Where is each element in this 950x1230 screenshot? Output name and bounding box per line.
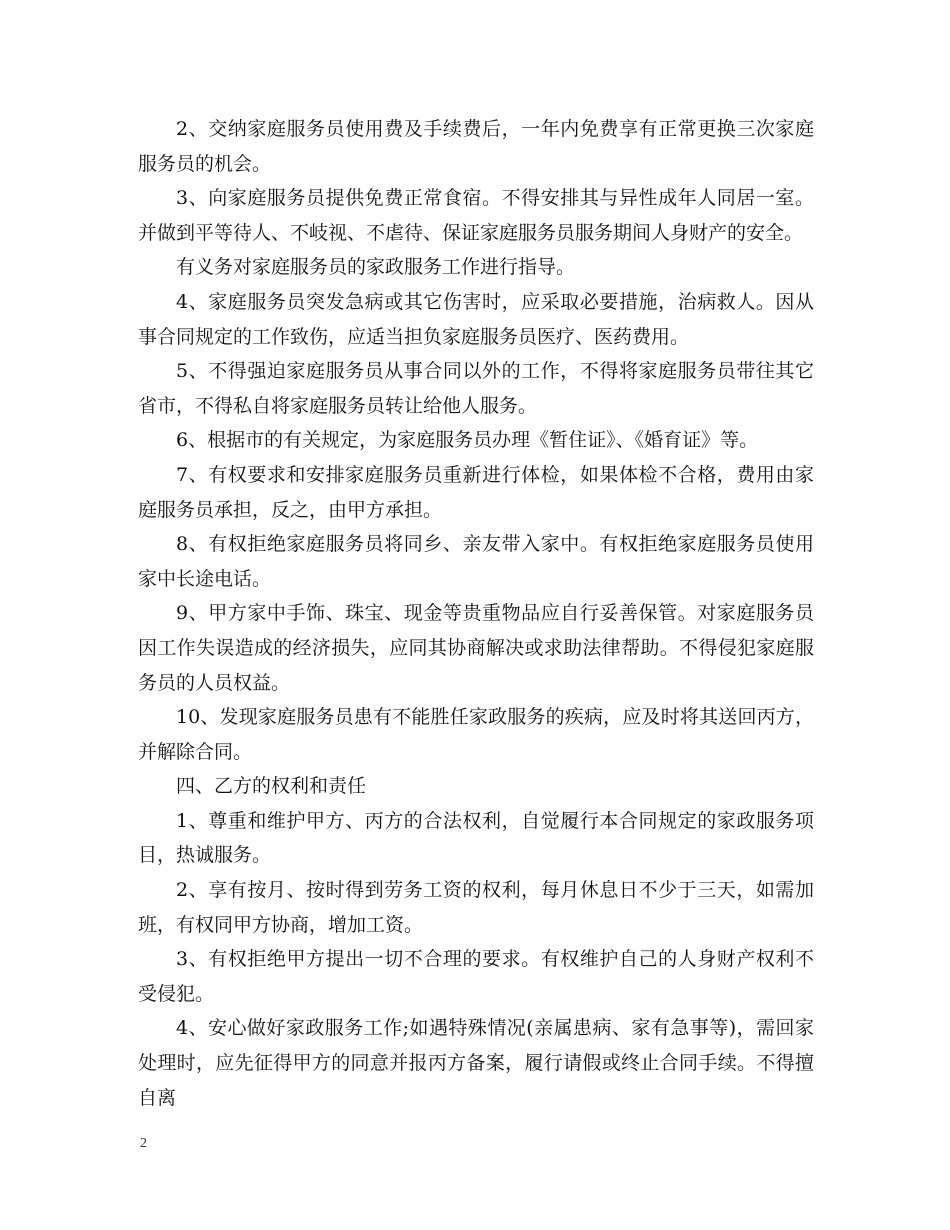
paragraph: 5、不得强迫家庭服务员从事合同以外的工作，不得将家庭服务员带往其它省市，不得私自将家庭服务员转让给他人服务。 — [138, 360, 814, 417]
paragraph: 6、根据市的有关规定，为家庭服务员办理《暂住证》、《婚育证》等。 — [176, 429, 759, 452]
paragraph: 4、安心做好家政服务工作;如遇特殊情况(亲属患病、家有急事等)，需回家处理时，应先征得甲方的同意并报丙方备案，履行请假或终止合同手续。不得擅自离 — [138, 1017, 814, 1109]
paragraph: 有义务对家庭服务员的家政服务工作进行指导。 — [176, 256, 576, 279]
paragraph: 3、有权拒绝甲方提出一切不合理的要求。有权维护自己的人身财产权利不受侵犯。 — [138, 948, 814, 1005]
paragraph: 2、交纳家庭服务员使用费及手续费后，一年内免费享有正常更换三次家庭服务员的机会。 — [138, 118, 814, 175]
paragraph: 1、尊重和维护甲方、丙方的合法权利，自觉履行本合同规定的家政服务项目，热诚服务。 — [138, 809, 814, 867]
page-number: 2 — [140, 1136, 147, 1151]
paragraph: 10、发现家庭服务员患有不能胜任家政服务的疾病，应及时将其送回丙方，并解除合同。 — [138, 706, 814, 763]
paragraph: 7、有权要求和安排家庭服务员重新进行体检，如果体检不合格，费用由家庭服务员承担，反之，由甲方承担。 — [138, 463, 814, 521]
paragraph: 8、有权拒绝家庭服务员将同乡、亲友带入家中。有权拒绝家庭服务员使用家中长途电话。 — [138, 533, 814, 590]
section-heading: 四、乙方的权利和责任 — [176, 775, 367, 798]
paragraph: 9、甲方家中手饰、珠宝、现金等贵重物品应自行妥善保管。对家庭服务员因工作失误造成的经济损失，应同其协商解决或求助法律帮助。不得侵犯家庭服务员的人员权益。 — [138, 602, 814, 694]
page-body — [138, 112, 814, 1115]
paragraph: 4、家庭服务员突发急病或其它伤害时，应采取必要措施，治病救人。因从事合同规定的工作致伤，应适当担负家庭服务员医疗、医药费用。 — [138, 290, 814, 348]
paragraph: 2、享有按月、按时得到劳务工资的权利，每月休息日不少于三天，如需加班，有权同甲方协商，增加工资。 — [138, 879, 814, 936]
paragraph: 3、向家庭服务员提供免费正常食宿。不得安排其与异性成年人同居一室。并做到平等待人、不岐视、不虐待、保证家庭服务员服务期间人身财产的安全。 — [138, 187, 814, 244]
